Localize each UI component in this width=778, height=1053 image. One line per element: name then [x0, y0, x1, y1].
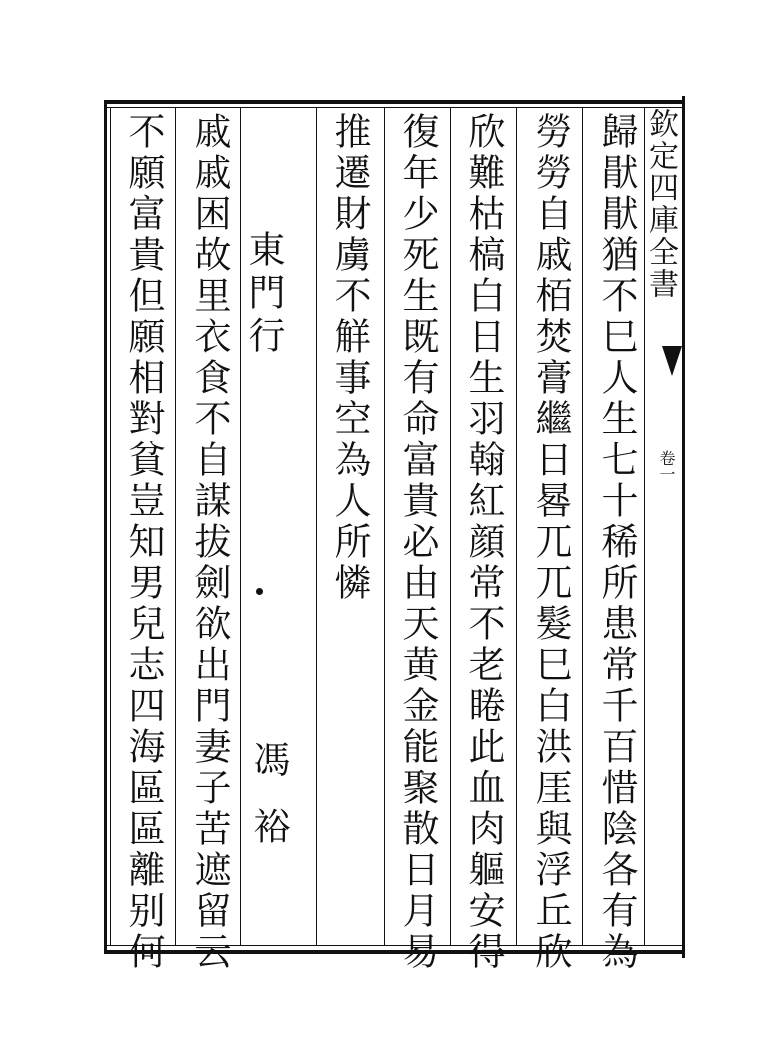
- text-column-1: 歸猒猒猶不巳人生七十稀所患常千百惜陰各有為: [595, 112, 638, 973]
- text-column-3: 欣難枯槁白日生羽翰紅顔常不老睠此血肉軀安得: [462, 112, 505, 973]
- column-divider: [175, 107, 176, 946]
- section-marker-dot: [256, 588, 263, 595]
- text-column-7: 戚戚困故里衣食不自謀拔劍欲出門妻子苦遮留云: [188, 112, 231, 973]
- volume-label: 卷一: [657, 450, 676, 482]
- top-border-rule: [104, 100, 682, 104]
- center-margin-right-rule: [682, 96, 685, 958]
- column-divider: [582, 107, 583, 946]
- poem-title: 東門行: [242, 230, 285, 359]
- top-border-thin-rule: [104, 107, 682, 108]
- fish-tail-mark-icon: [662, 346, 682, 376]
- text-column-5: 推遷財虜不觧事空為人所憐: [328, 112, 371, 604]
- left-border-thin-rule: [110, 107, 111, 946]
- poem-author: 馮裕: [247, 740, 290, 874]
- text-column-4: 復年少死生既有命富貴必由天黄金能聚散日月易: [396, 112, 439, 973]
- book-title: 欽定四庫全書: [643, 108, 678, 300]
- column-divider: [316, 107, 317, 946]
- text-column-2: 勞勞自戚栢焚膏繼日晷兀兀髮巳白洪厓與浮丘欣: [529, 112, 572, 973]
- column-divider: [384, 107, 385, 946]
- left-border-rule: [104, 100, 107, 954]
- text-column-8: 不願富貴但願相對貧豈知男兒志四海區區離别何: [122, 112, 165, 973]
- column-divider: [450, 107, 451, 946]
- column-divider: [516, 107, 517, 946]
